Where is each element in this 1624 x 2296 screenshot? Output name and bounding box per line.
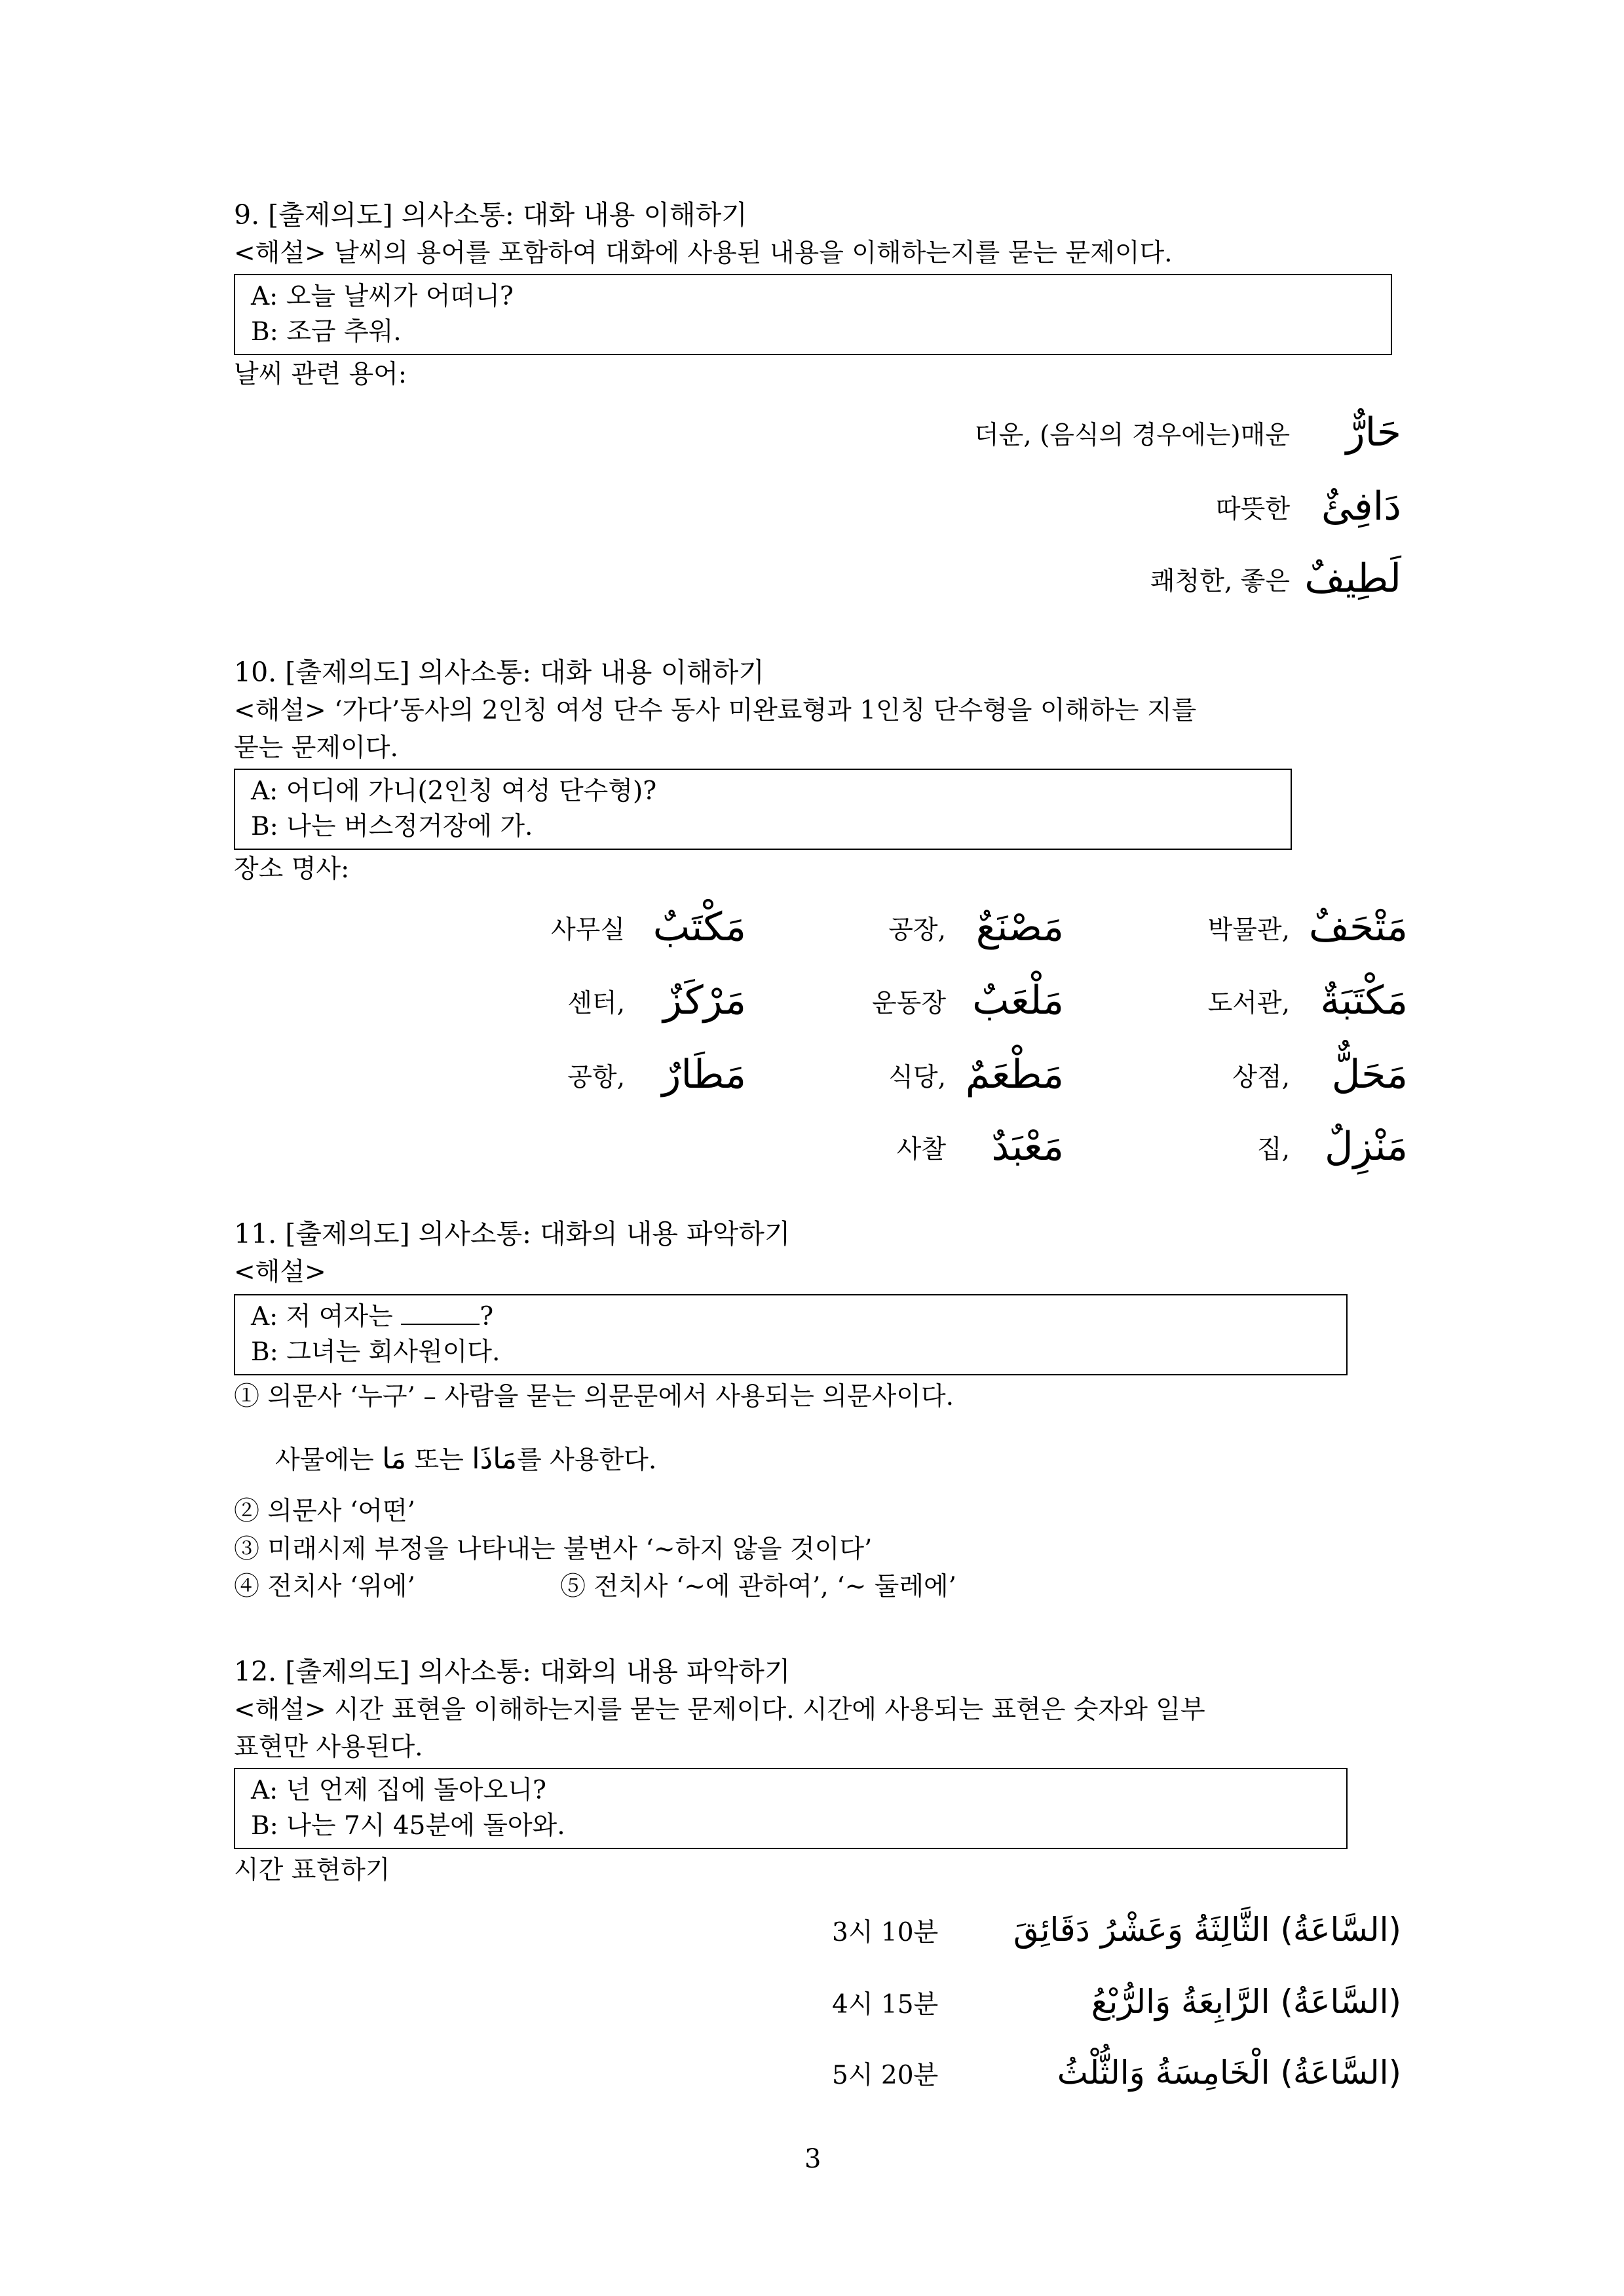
q12-dialog-box [234, 1768, 1348, 1849]
q12-dialog-a: A: 넌 언제 집에 돌아오니? [251, 1776, 546, 1805]
q12-dialog-b: B: 나는 7시 45분에 돌아와. [251, 1811, 565, 1841]
q9-explanation: <해설> 날씨의 용어를 포함하여 대화에 사용된 내용을 이해하는지를 묻는 문제이다. [234, 239, 1173, 268]
q11-blank [401, 1301, 480, 1325]
q9-vocab-ar-3: لَطِيفٌ [1304, 556, 1401, 602]
q9-dialog-a: A: 오늘 날씨가 어떠니? [251, 282, 514, 311]
place-ar-factory: مَصْنَعٌ [975, 904, 1064, 950]
place-ko-temple: 사찰 [896, 1135, 946, 1164]
place-ko-airport: 공항, [567, 1063, 625, 1092]
q11-item-1b-ar-ma: مَا [382, 1442, 407, 1476]
q11-item-2: ② 의문사 ‘어떤’ [234, 1497, 415, 1526]
q11-dialog-b: B: 그녀는 회사원이다. [251, 1337, 500, 1367]
place-ar-restaurant: مَطْعَمٌ [965, 1052, 1064, 1098]
q11-dialog-a [251, 1301, 493, 1333]
q11-item-4: ④ 전치사 ‘위에’ [234, 1572, 415, 1601]
place-ko-office: 사무실 [550, 915, 625, 945]
q12-time-ar-3: (السَّاعَةُ) الْخَامِسَةُ وَالثُّلْثُ [1057, 2054, 1401, 2092]
q10-dialog-box [234, 769, 1292, 850]
place-ar-museum: مَتْحَفٌ [1308, 904, 1408, 950]
q11-item-3: ③ 미래시제 부정을 나타내는 불변사 ‘~하지 않을 것이다’ [234, 1535, 873, 1564]
place-ar-center: مَرْكَزٌ [663, 978, 746, 1024]
q10-vocab-title: 장소 명사: [234, 854, 350, 884]
q9-vocab-ko-2: 따뜻한 [1215, 495, 1290, 524]
q12-time-ar-1: (السَّاعَةُ) الثَّالِثَةُ وَعَشْرُ دَقَائِقَ [1013, 1911, 1401, 1949]
page-number: 3 [804, 2144, 821, 2174]
place-ar-temple: مَعْبَدٌ [991, 1124, 1064, 1170]
q12-time-ar-2: (السَّاعَةُ) الرَّابِعَةُ وَالرُّبْعُ [1091, 1983, 1401, 2021]
q11-dialog-a-suffix: ? [480, 1302, 494, 1331]
q11-item-1b-ar-matha: مَاذَا [472, 1442, 518, 1476]
q9-heading: 9. [출제의도] 의사소통: 대화 내용 이해하기 [234, 199, 747, 231]
q10-dialog-a: A: 어디에 가니(2인칭 여성 단수형)? [251, 776, 657, 806]
place-ko-library: 도서관, [1207, 989, 1290, 1018]
q11-item-1: ① 의문사 ‘누구’ – 사람을 묻는 의문문에서 사용되는 의문사이다. [234, 1382, 954, 1411]
q9-vocab-ko-1: 더운, (음식의 경우에는)매운 [973, 421, 1290, 450]
q12-vocab-title: 시간 표현하기 [234, 1856, 390, 1885]
q12-time-ko-1: 3시 10분 [832, 1918, 939, 1947]
place-ko-restaurant: 식당, [888, 1063, 946, 1092]
q9-vocab-ar-2: دَافِئٌ [1321, 484, 1401, 529]
q11-explanation: <해설> [234, 1257, 326, 1287]
place-ar-airport: مَطَارٌ [662, 1052, 746, 1098]
q12-heading: 12. [출제의도] 의사소통: 대화의 내용 파악하기 [234, 1656, 791, 1687]
q10-heading: 10. [출제의도] 의사소통: 대화 내용 이해하기 [234, 657, 765, 688]
q11-heading: 11. [출제의도] 의사소통: 대화의 내용 파악하기 [234, 1218, 791, 1250]
place-ko-stadium: 운동장 [871, 989, 946, 1018]
place-ar-office: مَكْتَبٌ [652, 904, 746, 950]
place-ko-house: 집, [1256, 1135, 1290, 1164]
q11-item-1b [275, 1440, 656, 1480]
q11-dialog-a-prefix: A: 저 여자는 [251, 1302, 393, 1331]
q11-item-1b-mid: 또는 [414, 1445, 464, 1475]
q12-time-ko-3: 5시 20분 [832, 2061, 939, 2090]
q10-dialog-b: B: 나는 버스정거장에 가. [251, 812, 533, 841]
place-ar-store: مَحَلٌّ [1331, 1052, 1408, 1098]
q10-explanation-2: 묻는 문제이다. [234, 733, 398, 763]
q11-item-5: ⑤ 전치사 ‘~에 관하여’, ‘~ 둘레에’ [560, 1572, 957, 1601]
q11-item-1b-prefix: 사물에는 [275, 1445, 374, 1475]
place-ko-center: 센터, [567, 989, 625, 1018]
q9-dialog-box [234, 274, 1392, 355]
q9-vocab-title: 날씨 관련 용어: [234, 360, 407, 389]
place-ar-library: مَكْتَبَةٌ [1320, 978, 1408, 1024]
place-ko-store: 상점, [1232, 1063, 1290, 1092]
q12-explanation-1: <해설> 시간 표현을 이해하는지를 묻는 문제이다. 시간에 사용되는 표현은 숫자와 일부 [234, 1695, 1205, 1725]
place-ko-museum: 박물관, [1207, 915, 1290, 945]
place-ar-stadium: مَلْعَبٌ [972, 978, 1064, 1024]
q11-dialog-box [234, 1294, 1348, 1375]
q9-dialog-b: B: 조금 추워. [251, 317, 402, 347]
place-ko-factory: 공장, [888, 915, 946, 945]
q10-explanation-1: <해설> ‘가다’동사의 2인칭 여성 단수 동사 미완료형과 1인칭 단수형을 이해하는 지를 [234, 696, 1197, 725]
place-ar-house: مَنْزِلٌ [1325, 1124, 1408, 1170]
q12-time-ko-2: 4시 15분 [832, 1990, 939, 2019]
q12-explanation-2: 표현만 사용된다. [234, 1732, 423, 1762]
q11-item-1b-suffix: 를 사용한다. [517, 1445, 657, 1475]
q9-vocab-ar-1: حَارٌّ [1346, 410, 1401, 455]
q9-vocab-ko-3: 쾌청한, 좋은 [1150, 567, 1290, 596]
